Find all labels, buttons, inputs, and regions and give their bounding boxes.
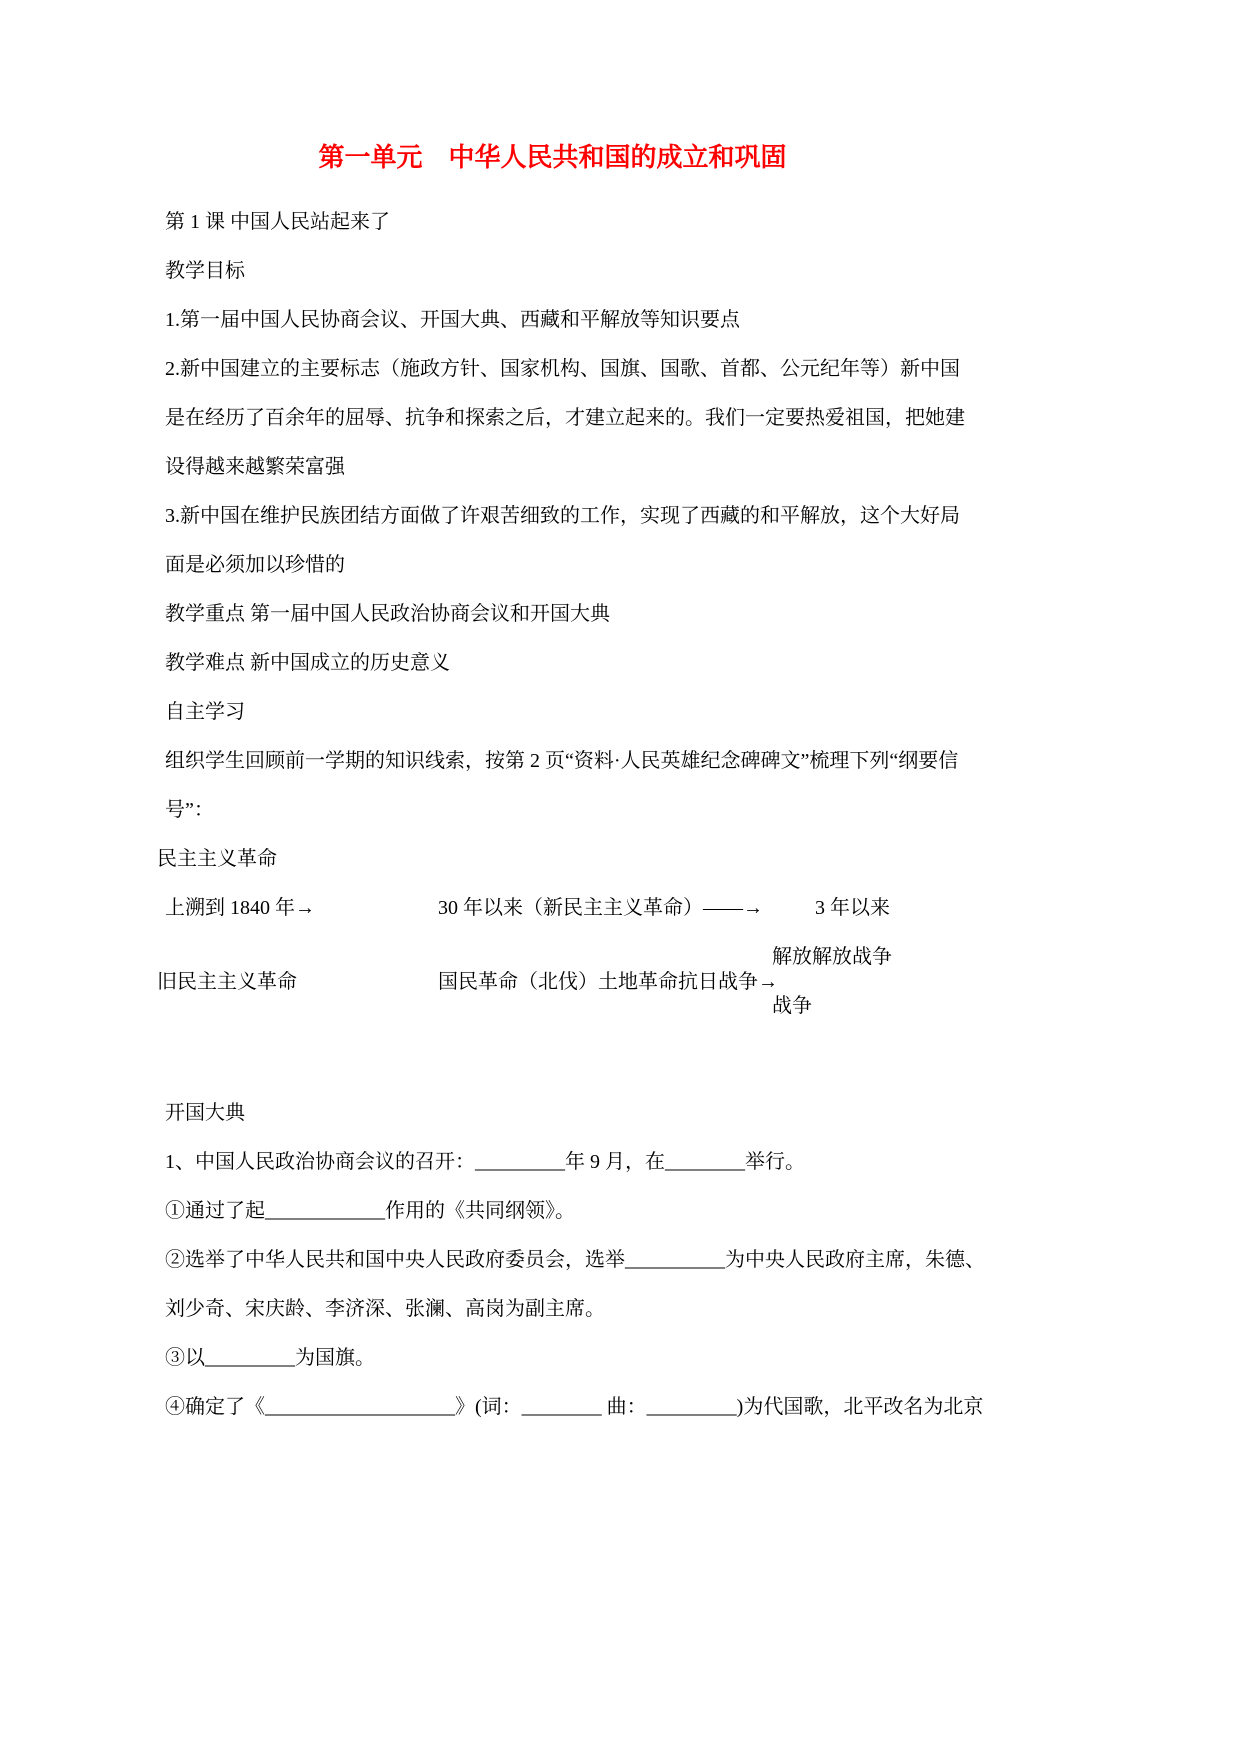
doc-line-self-study: 自主学习: [165, 701, 245, 723]
diagram-header: 民主主义革命: [157, 848, 277, 870]
document-content: [157, 138, 985, 1432]
doc-line-goal-1: 1.第一届中国人民协商会议、开国大典、西藏和平解放等知识要点: [165, 309, 740, 331]
doc-line-goal-2c: 设得越来越繁荣富强: [165, 456, 345, 478]
doc-line-lesson-title: 第 1 课 中国人民站起来了: [165, 211, 390, 233]
diagram-periods-row: [157, 933, 940, 1031]
timeline-mid: 30 年以来（新民主主义革命）——→: [438, 897, 763, 919]
doc-line-review-a: 组织学生回顾前一学期的知识线索，按第 2 页“资料·人民英雄纪念碑碑文”梳理下列“纲要信: [165, 750, 959, 772]
diagram-timeline-row: [165, 884, 940, 933]
doc-line-review-b: 号”：: [165, 799, 214, 821]
doc-line-q1-sub4: ④确定了《___________________》(词：________ 曲：_________)为代国歌，北平改名为北京: [165, 1396, 984, 1418]
blank-gap: [165, 1031, 940, 1089]
period-liberation-line2: 战争: [772, 995, 812, 1017]
period-wars: 国民革命（北伐）土地革命抗日战争→: [438, 971, 778, 993]
doc-line-teaching-focus: 教学重点 第一届中国人民政治协商会议和开国大典: [165, 603, 610, 625]
doc-line-q1-sub3: ③以_________为国旗。: [165, 1347, 375, 1369]
doc-line-teaching-goals: 教学目标: [165, 260, 245, 282]
doc-line-goal-3b: 面是必须加以珍惜的: [165, 554, 345, 576]
doc-line-q1-sub2b: 刘少奇、宋庆龄、李济深、张澜、高岗为副主席。: [165, 1298, 605, 1320]
timeline-start: 上溯到 1840 年→: [165, 897, 315, 919]
period-liberation-block: [772, 933, 892, 1031]
doc-line-goal-2b: 是在经历了百余年的屈辱、抗争和探索之后，才建立起来的。我们一定要热爱祖国，把她建: [165, 407, 965, 429]
timeline-end: 3 年以来: [815, 897, 890, 919]
doc-line-teaching-difficulty: 教学难点 新中国成立的历史意义: [165, 652, 450, 674]
doc-line-q1-sub2a: ②选举了中华人民共和国中央人民政府委员会，选举__________为中央人民政府主席，朱德、: [165, 1249, 985, 1271]
revolution-diagram: [157, 835, 940, 1031]
period-old-democracy: 旧民主主义革命: [157, 971, 297, 993]
period-liberation-line1: 解放解放战争: [772, 946, 892, 968]
doc-title: 第一单元 中华人民共和国的成立和巩固: [318, 143, 787, 172]
doc-line-founding-ceremony: 开国大典: [165, 1102, 245, 1124]
doc-line-goal-2a: 2.新中国建立的主要标志（施政方针、国家机构、国旗、国歌、首都、公元纪年等）新中国: [165, 358, 960, 380]
doc-line-q1-sub1: ①通过了起____________作用的《共同纲领》。: [165, 1200, 575, 1222]
doc-line-goal-3a: 3.新中国在维护民族团结方面做了许艰苦细致的工作，实现了西藏的和平解放，这个大好局: [165, 505, 960, 527]
doc-line-q1: 1、中国人民政治协商会议的召开：_________年 9 月，在________举行。: [165, 1151, 805, 1173]
